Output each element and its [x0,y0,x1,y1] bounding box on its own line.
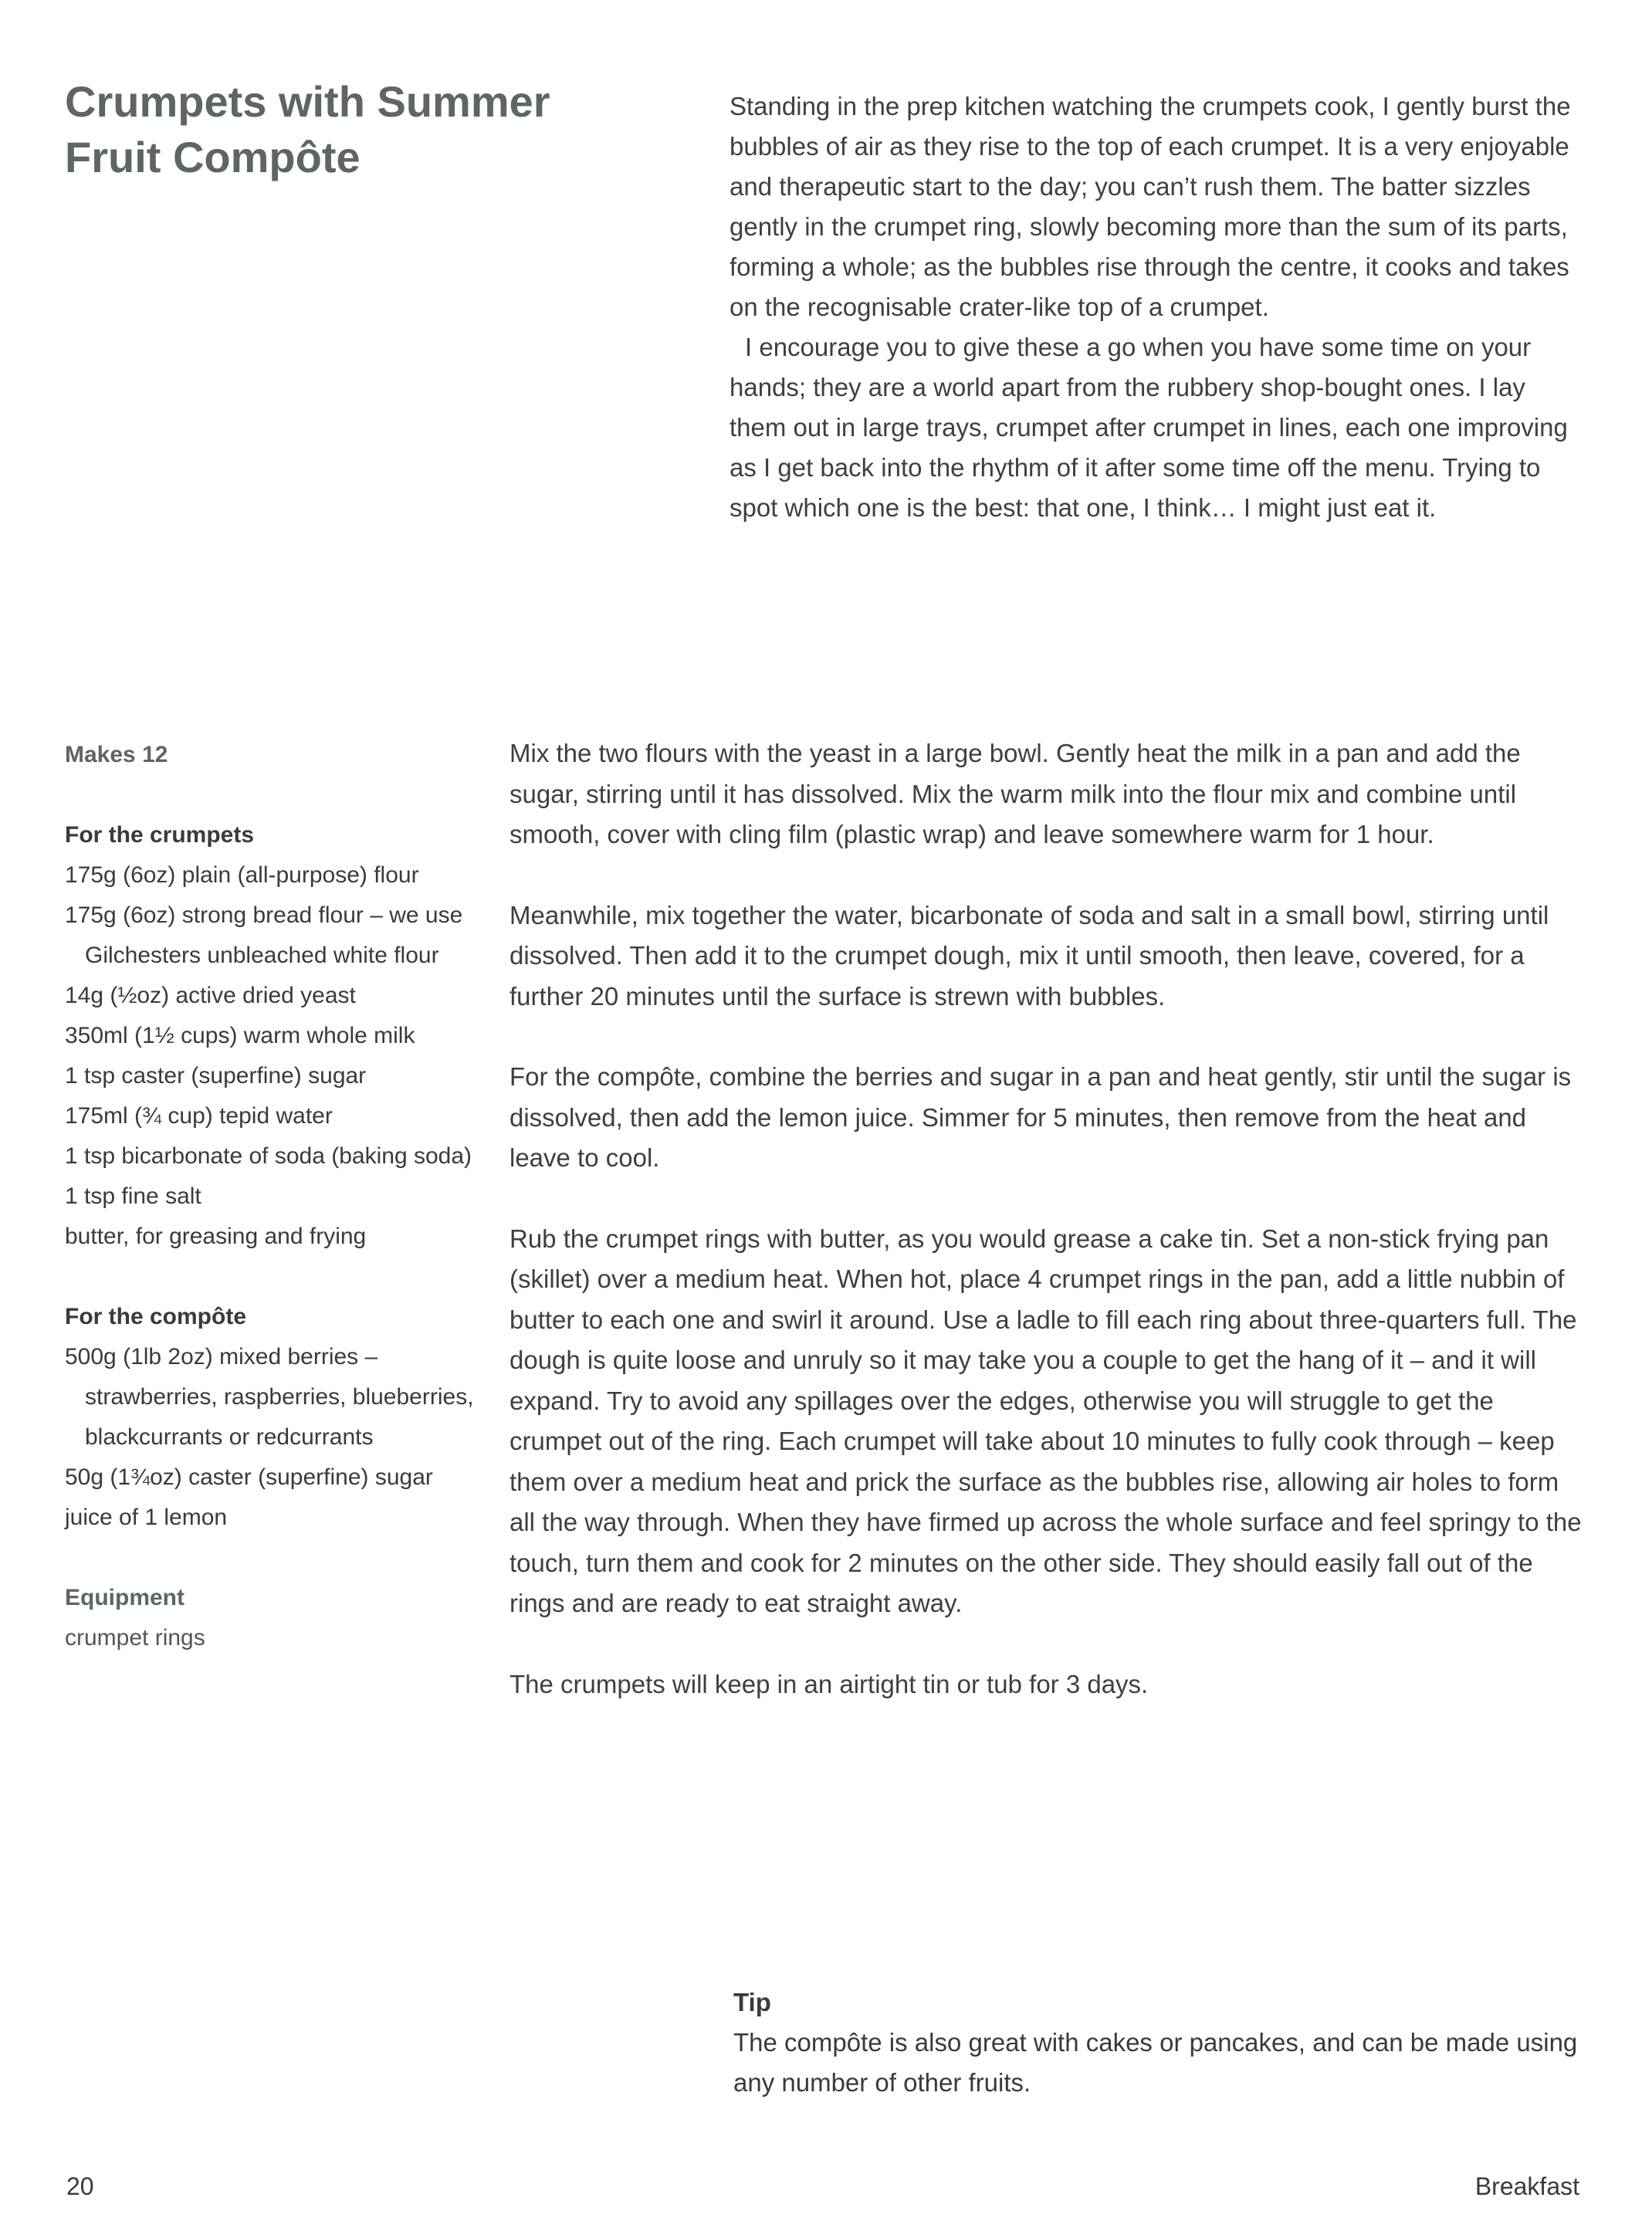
crumpets-ingredient-list [65,855,482,1257]
method-step: The crumpets will keep in an airtight tin or tub for 3 days. [509,1669,1149,1698]
compote-ingredients [65,1297,482,1538]
recipe-title [65,74,621,185]
recipe-title-line-2: Fruit Compôte [65,133,361,181]
section-name: Breakfast [1474,2172,1579,2200]
method-text [509,733,1590,1745]
ingredient-item: 1 tsp caster (superfine) sugar [65,1063,367,1089]
crumpets-ingredients [65,815,482,1257]
tip-heading: Tip [733,1988,771,2016]
ingredient-item: juice of 1 lemon [65,1505,228,1530]
crumpets-heading: For the crumpets [65,822,255,848]
tip-text: The compôte is also great with cakes or pancakes, and can be made using any number of other fruits. [733,2028,1578,2097]
intro-paragraph: Standing in the prep kitchen watching the crumpets cook, I gently burst the bubbles of air as they rise to the top of each crumpet. It is a very enjoyable and therapeutic start to the day; you can’t rush them. The batter sizzles gently in the crumpet ring, slowly becoming more than the sum of its parts, forming a whole; as the bubbles rise through the centre, it cooks and takes on the recognisable crater-like top of a crumpet. [730,92,1571,321]
ingredient-item: 14g (½oz) active dried yeast [65,983,356,1008]
method-step: Rub the crumpet rings with butter, as you would grease a cake tin. Set a non-stick frying pan (skillet) over a medium heat. When hot, place 4 crumpet rings in the pan, add a little nubbin of butter to each one and swirl it around. Use a ladle to fill each ring about three-quarters full. The dough is quite loose and unruly so it may take you a couple to get the hang of it – and it will expand. Try to avoid any spillages over the edges, otherwise you will struggle to get the crumpet out of the ring. Each crumpet will take about 10 minutes to fully cook through – keep them over a medium heat and prick the surface as the bubbles rise, allowing air holes to form all the way through. When they have firmed up across the whole surface and feel springy to the touch, turn them and cook for 2 minutes on the other side. They should easily fall out of the rings and are ready to eat straight away. [509,1224,1582,1617]
method-step: Mix the two flours with the yeast in a large bowl. Gently heat the milk in a pan and add the sugar, stirring until it has dissolved. Mix the warm milk into the flour mix and combine until smooth, cover with cling film (plastic wrap) and leave somewhere warm for 1 hour. [509,739,1521,848]
ingredients-sidebar [65,735,482,1698]
compote-ingredient-list [65,1337,482,1538]
equipment-section [65,1578,482,1658]
compote-heading: For the compôte [65,1304,247,1329]
ingredient-item: 175ml (¾ cup) tepid water [65,1103,333,1129]
ingredient-item: 175g (6oz) strong bread flour – we use Gilchesters unbleached white flour [65,902,463,968]
ingredient-item: 175g (6oz) plain (all-purpose) flour [65,862,419,888]
yield-label: Makes 12 [65,742,168,767]
intro-text [730,86,1586,528]
ingredient-item: 1 tsp fine salt [65,1183,201,1209]
tip-box [733,1982,1583,2103]
equipment-heading: Equipment [65,1585,184,1610]
ingredient-item: 350ml (1½ cups) warm whole milk [65,1023,415,1048]
recipe-title-line-1: Crumpets with Summer [65,77,550,126]
method-step: For the compôte, combine the berries and sugar in a pan and heat gently, stir until the sugar is dissolved, then add the lemon juice. Simmer for 5 minutes, then remove from the heat and leave to cool. [509,1062,1572,1172]
equipment-item: crumpet rings [65,1625,205,1651]
method-step: Meanwhile, mix together the water, bicarbonate of soda and salt in a small bowl, stirring until dissolved. Then add it to the crumpet dough, mix it until smooth, then leave, covered, for a further 20 minutes until the surface is strewn with bubbles. [509,900,1549,1011]
ingredient-item: 50g (1¾oz) caster (superfine) sugar [65,1464,433,1490]
ingredient-item: butter, for greasing and frying [65,1224,367,1249]
ingredient-item: 1 tsp bicarbonate of soda (baking soda) [65,1143,472,1169]
page-number: 20 [66,2172,94,2200]
intro-paragraph: I encourage you to give these a go when you have some time on your hands; they are a world apart from the rubbery shop-bought ones. I lay them out in large trays, crumpet after crumpet in lines, each one improving as I get back into the rhythm of it after some time off the menu. Trying to spot which one is the best: that one, I think… I might just eat it. [730,333,1568,522]
ingredient-item: 500g (1lb 2oz) mixed berries – strawberries, raspberries, blueberries, blackcurrants or redcurrants [65,1344,474,1450]
